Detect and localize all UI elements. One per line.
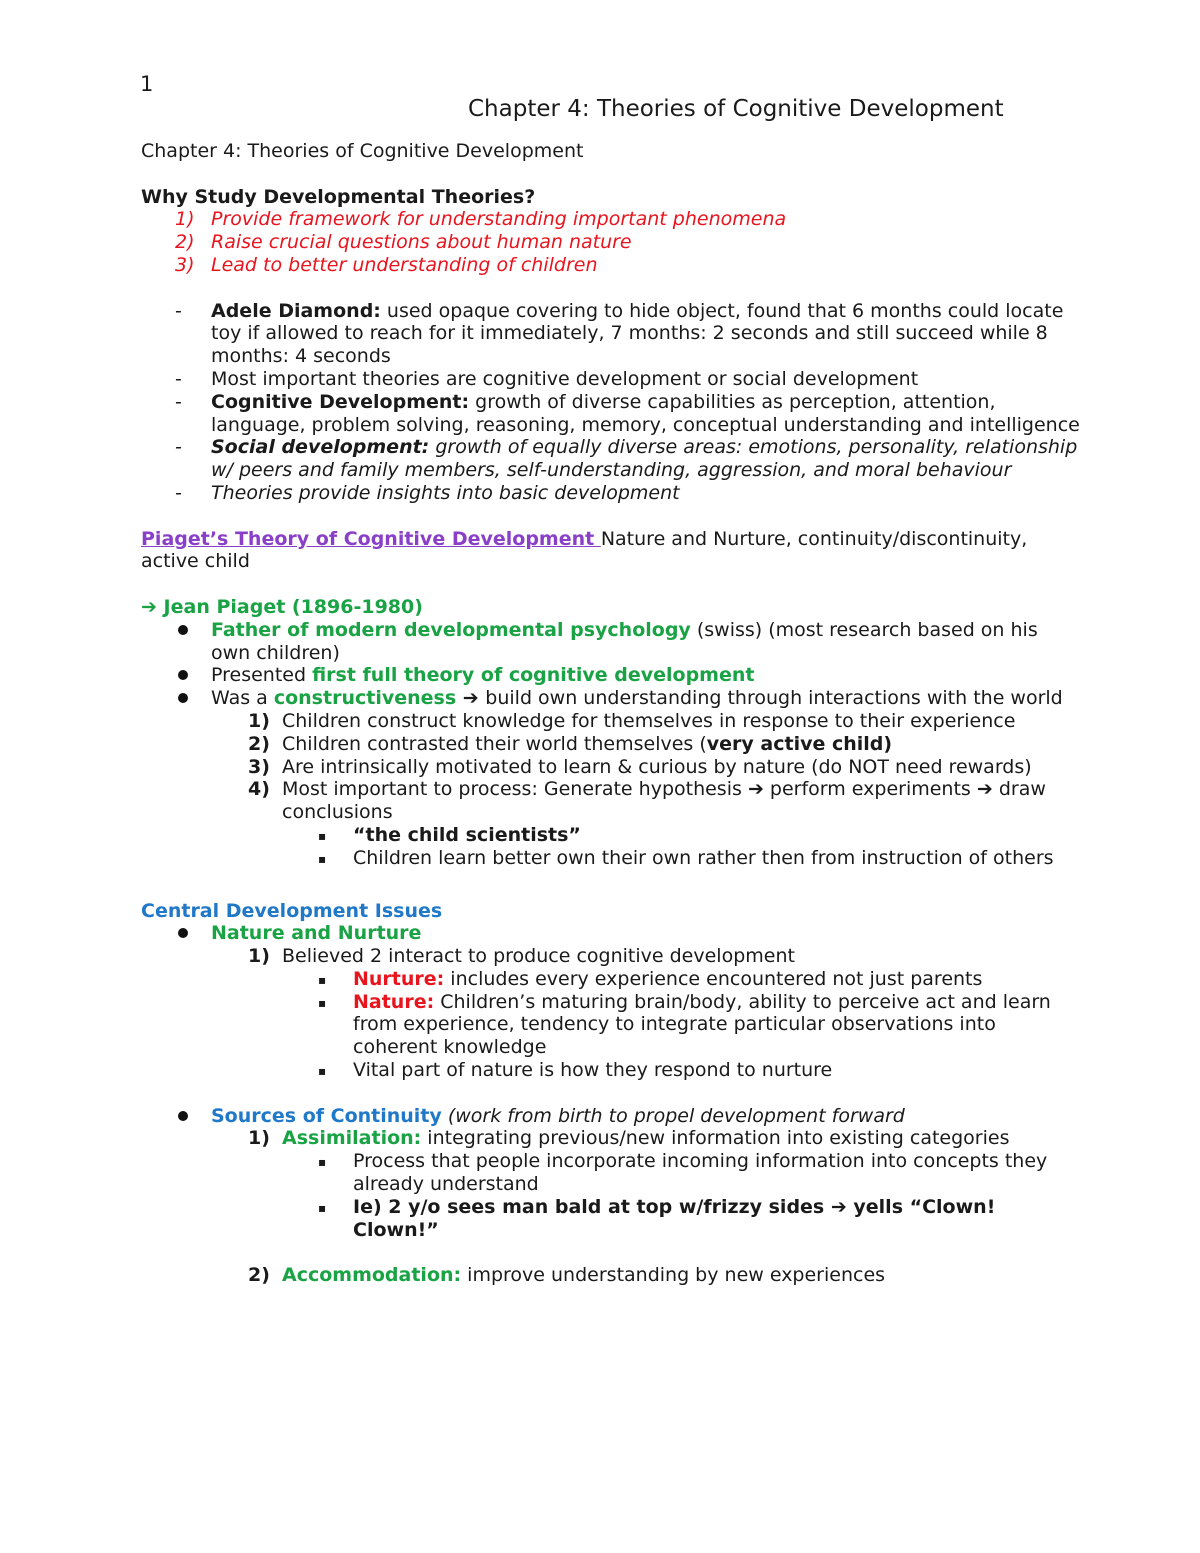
piaget-bullet (141, 619, 1081, 665)
item-text: Children contrasted their world themselves ( (282, 732, 707, 755)
square-bullet-item (141, 847, 1081, 870)
highlight: Nature and Nurture (211, 922, 422, 945)
item-number: 2) (248, 1264, 270, 1287)
definition: growth of equally diverse areas: emotions, personality, relationship w/ peers and family members, self-understanding, aggression, and moral behaviour (211, 436, 1078, 482)
arrow-icon: ➔ (747, 778, 764, 801)
item-number: 2) (248, 732, 270, 755)
item-text: Most important to process: Generate hypothesis (282, 778, 748, 801)
item-number: 3) (175, 253, 195, 276)
bullet-text: Presented (211, 664, 313, 687)
item-text: Children construct knowledge for themselves in response to their experience (282, 709, 1016, 732)
piaget-bullet (141, 664, 1081, 687)
person-name: Jean Piaget (1896-1980) (156, 595, 423, 618)
item-number: 1) (248, 709, 270, 732)
why-item (141, 208, 1081, 231)
bullet-dot-icon (178, 693, 188, 703)
page-header: Chapter 4: Theories of Cognitive Development (468, 96, 1004, 122)
definition: includes every experience encountered not just parents (444, 967, 983, 990)
item-text: yells “Clown! Clown!” (353, 1195, 996, 1241)
definition: Children’s maturing brain/body, ability to perceive act and learn from experience, tendency to integrate particular observations into coherent knowledge (353, 990, 1051, 1059)
item-number: 1) (248, 945, 270, 968)
item-text: perform experiments (763, 778, 977, 801)
definition: improve understanding by new experiences (461, 1264, 886, 1287)
arrow-icon: ➔ (976, 778, 993, 801)
why-heading: Why Study Developmental Theories? (141, 185, 536, 208)
why-item (141, 254, 1081, 277)
jean-piaget-heading (141, 596, 1081, 619)
piaget-bullet (141, 687, 1081, 710)
square-bullet-icon: ▪ (318, 828, 327, 843)
square-bullet-icon: ▪ (318, 1064, 327, 1079)
term: Nature: (353, 990, 435, 1013)
definition: used opaque covering to hide object, found that 6 months could locate toy if allowed to reach for it immediately, 7 months: 2 seconds and still succeed while 8 months: 4 seconds (211, 299, 1064, 368)
bullet-insights (141, 482, 1081, 505)
item-text: Lead to better understanding of children (211, 253, 598, 276)
highlight: first full theory of cognitive development (312, 664, 755, 687)
numbered-item (141, 1264, 1081, 1287)
square-bullet-item (141, 1150, 1081, 1196)
bullet-text: Was a (211, 687, 274, 710)
square-bullet-item (141, 824, 1081, 847)
item-text: Children learn better own their own rather then from instruction of others (353, 846, 1054, 869)
document-subtitle: Chapter 4: Theories of Cognitive Development (141, 140, 584, 162)
numbered-item (141, 756, 1081, 779)
dash-marker: - (175, 436, 182, 459)
bullet-dot-icon (178, 1111, 188, 1121)
definition: integrating previous/new information into existing categories (421, 1127, 1010, 1150)
square-bullet-item (141, 1196, 1081, 1242)
term: Adele Diamond: (211, 299, 381, 322)
central-bullet (141, 922, 1081, 945)
bullet-cognitive (141, 391, 1081, 437)
why-item (141, 231, 1081, 254)
item-text: Provide framework for understanding important phenomena (211, 208, 787, 231)
bullet-adele (141, 300, 1081, 368)
item-number: 1) (175, 208, 195, 231)
section-subtitle: Nature and Nurture, continuity/discontinuity, active child (141, 527, 1028, 573)
item-number: 4) (248, 778, 270, 801)
item-text: “the child scientists” (353, 823, 581, 846)
square-bullet-icon: ▪ (318, 1200, 327, 1215)
highlight: Father of modern developmental psychology (211, 618, 691, 641)
term: Nurture: (353, 967, 445, 990)
square-bullet-icon: ▪ (318, 972, 327, 987)
item-text: Process that people incorporate incoming information into concepts they already understand (353, 1150, 1048, 1196)
square-bullet-icon: ▪ (318, 1155, 327, 1170)
item-text: draw conclusions (282, 778, 1046, 824)
dash-marker: - (175, 481, 182, 504)
dash-marker: - (175, 390, 182, 413)
central-heading: Central Development Issues (141, 899, 443, 922)
dash-marker: - (175, 299, 182, 322)
arrow-icon: ➔ (456, 687, 486, 710)
square-bullet-icon: ▪ (318, 995, 327, 1010)
highlight: Sources of Continuity (211, 1104, 442, 1127)
bullet-dot-icon (178, 625, 188, 635)
numbered-item (141, 1127, 1081, 1150)
numbered-item (141, 778, 1081, 824)
square-bullet-item (141, 968, 1081, 991)
item-text: Raise crucial questions about human nature (211, 231, 632, 254)
item-number: 2) (175, 231, 195, 254)
square-bullet-item (141, 1059, 1081, 1082)
bullet-dot-icon (178, 670, 188, 680)
bullet-text: (swiss) (most research based on his own children) (211, 618, 1038, 664)
section-title: Piaget’s Theory of Cognitive Development (141, 527, 601, 550)
item-text: Are intrinsically motivated to learn & curious by nature (do NOT need rewards) (282, 755, 1032, 778)
square-bullet-icon: ▪ (318, 851, 327, 866)
numbered-item (141, 710, 1081, 733)
square-bullet-item (141, 991, 1081, 1059)
bullet-text: Theories provide insights into basic development (211, 481, 680, 504)
item-text: Vital part of nature is how they respond to nurture (353, 1059, 833, 1082)
arrow-icon: ➔ (141, 595, 157, 618)
central-bullet (141, 1105, 1081, 1128)
bullet-text: Most important theories are cognitive development or social development (211, 367, 919, 390)
bullet-social (141, 436, 1081, 482)
term: Accommodation: (282, 1264, 462, 1287)
dash-marker: - (175, 367, 182, 390)
term: Assimilation: (282, 1127, 422, 1150)
definition: growth of diverse capabilities as perception, attention, language, problem solving, reasoning, memory, conceptual understanding and intelligence (211, 390, 1080, 436)
item-emphasis: very active child) (706, 732, 893, 755)
item-number: 1) (248, 1127, 270, 1150)
item-text: Ie) 2 y/o sees man bald at top w/frizzy sides (353, 1195, 831, 1218)
item-number: 3) (248, 755, 270, 778)
document-body (141, 140, 1081, 1287)
bullet-text: (work from birth to propel development forward (441, 1104, 905, 1127)
numbered-item (141, 733, 1081, 756)
numbered-item (141, 945, 1081, 968)
term: Cognitive Development: (211, 390, 470, 413)
bullet-theories (141, 368, 1081, 391)
piaget-heading (141, 528, 1081, 574)
highlight: constructiveness (273, 687, 457, 710)
page-number: 1 (140, 72, 154, 96)
term: Social development: (211, 436, 430, 459)
item-text: Believed 2 interact to produce cognitive development (282, 945, 795, 968)
bullet-text: build own understanding through interactions with the world (485, 687, 1063, 710)
arrow-icon: ➔ (830, 1195, 847, 1218)
bullet-dot-icon (178, 928, 188, 938)
